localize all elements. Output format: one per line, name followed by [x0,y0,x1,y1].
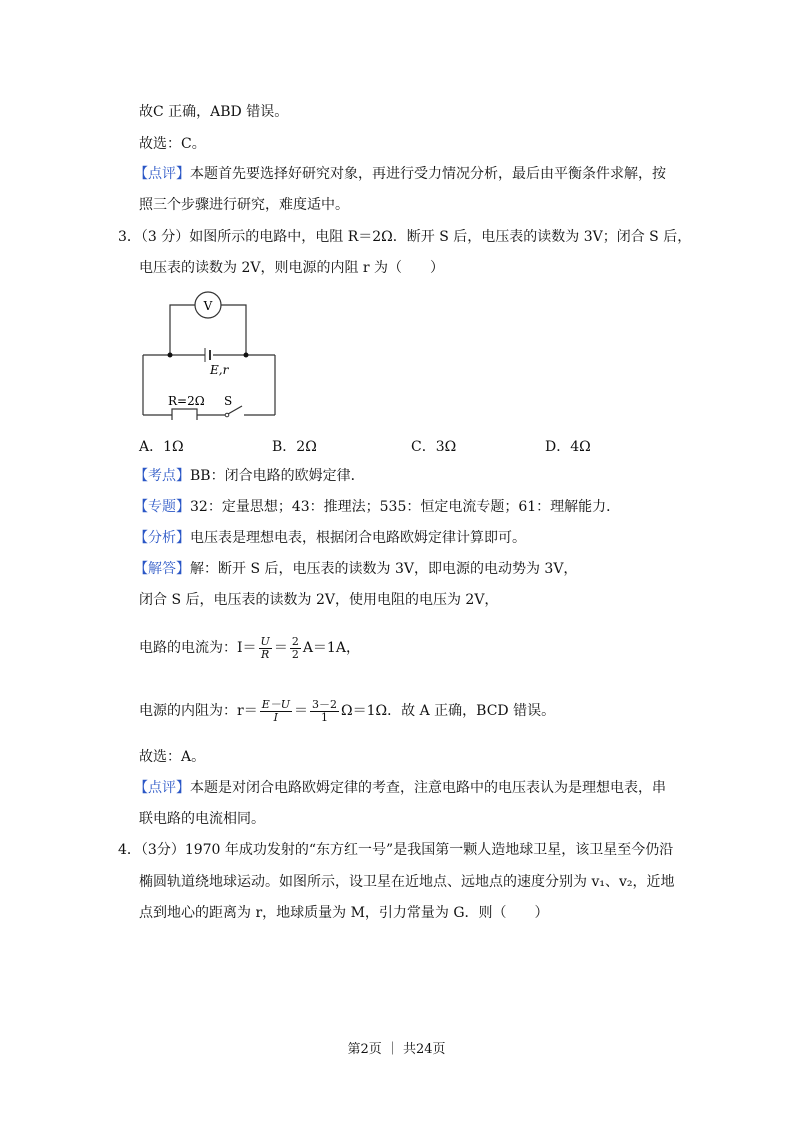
knowledge-point [134,467,365,485]
source-label: E,r [210,363,229,377]
comment-tag: 【点评】 [134,166,190,182]
text: A＝1A， [302,640,360,656]
fraction [260,699,292,724]
comment-line [134,779,666,797]
tag: 【专题】 [134,499,190,515]
option-c: C．3Ω [411,439,457,455]
numerator: 3－2 [312,697,338,711]
option-b: B．2Ω [272,439,317,455]
tag: 【考点】 [134,468,190,484]
analysis [134,529,526,547]
circuit-diagram [138,290,283,420]
formula-current [139,632,360,664]
tag: 【分析】 [134,530,190,546]
text: BB：闭合电路的欧姆定律． [190,468,365,484]
text-line: 故选：A。 [139,749,206,765]
denominator: R [261,647,270,661]
question-3-line: 3．（3 分）如图所示的电路中，电阻 R＝2Ω．断开 S 后，电压表的读数为 3V；闭合 S 后， [118,229,692,245]
numerator: E－U [261,697,291,711]
denominator: 2 [291,647,299,661]
option-d: D．4Ω [545,439,591,455]
tag: 【解答】 [134,561,190,577]
question-4-line: 点到地心的距离为 r，地球质量为 M，引力常量为 G．则（ ） [139,905,549,921]
question-3-line: 电压表的读数为 2V，则电源的内阻 r 为（ ） [139,260,445,276]
denominator: I [273,710,279,724]
page-footer: 第2页 ｜ 共24页 [347,1042,446,1057]
question-4-line: 椭圆轨道绕地球运动。如图所示，设卫星在近地点、远地点的速度分别为 v₁、v₂，近地 [139,874,675,890]
text-line: 故C 正确，ABD 错误。 [139,104,289,120]
text-line: 闭合 S 后，电压表的读数为 2V，使用电阻的电压为 2V， [139,592,499,608]
text: 电源的内阻为：r＝ [139,703,258,719]
text-line: 照三个步骤进行研究，难度适中。 [139,197,349,213]
text: 电路的电流为：I＝ [139,640,257,656]
topic [134,498,620,516]
denominator: 1 [321,710,329,724]
text: 本题是对闭合电路欧姆定律的考查，注意电路中的电压表认为是理想电表，串 [190,780,666,796]
solution [134,560,577,578]
text: ＝ [273,640,288,656]
text: 32：定量思想；43：推理法；535：恒定电流专题；61：理解能力． [190,499,621,515]
text-line: 故选：C。 [139,136,206,152]
voltmeter-label: V [203,299,213,313]
text: Ω＝1Ω．故 A 正确，BCD 错误。 [341,703,556,719]
switch-label: S [224,394,233,408]
fraction [310,699,339,724]
numerator: U [260,634,270,648]
text-line: 联电路的电流相同。 [139,811,265,827]
comment-line [134,165,666,183]
tag: 【点评】 [134,780,190,796]
text: ＝ [294,703,309,719]
text: 解：断开 S 后，电压表的读数为 3V，即电源的电动势为 3V， [190,561,578,577]
fraction [259,636,272,661]
option-a: A．1Ω [139,439,184,455]
numerator: 2 [291,634,299,648]
fraction [290,636,301,661]
formula-resistance [139,695,555,727]
comment-text: 本题首先要选择好研究对象，再进行受力情况分析，最后由平衡条件求解，按 [190,166,666,182]
resistor-label: R=2Ω [168,394,205,408]
question-4-line: 4．（3分）1970 年成功发射的“东方红一号”是我国第一颗人造地球卫星，该卫星至今仍沿 [118,842,674,858]
text: 电压表是理想电表，根据闭合电路欧姆定律计算即可。 [190,530,526,546]
